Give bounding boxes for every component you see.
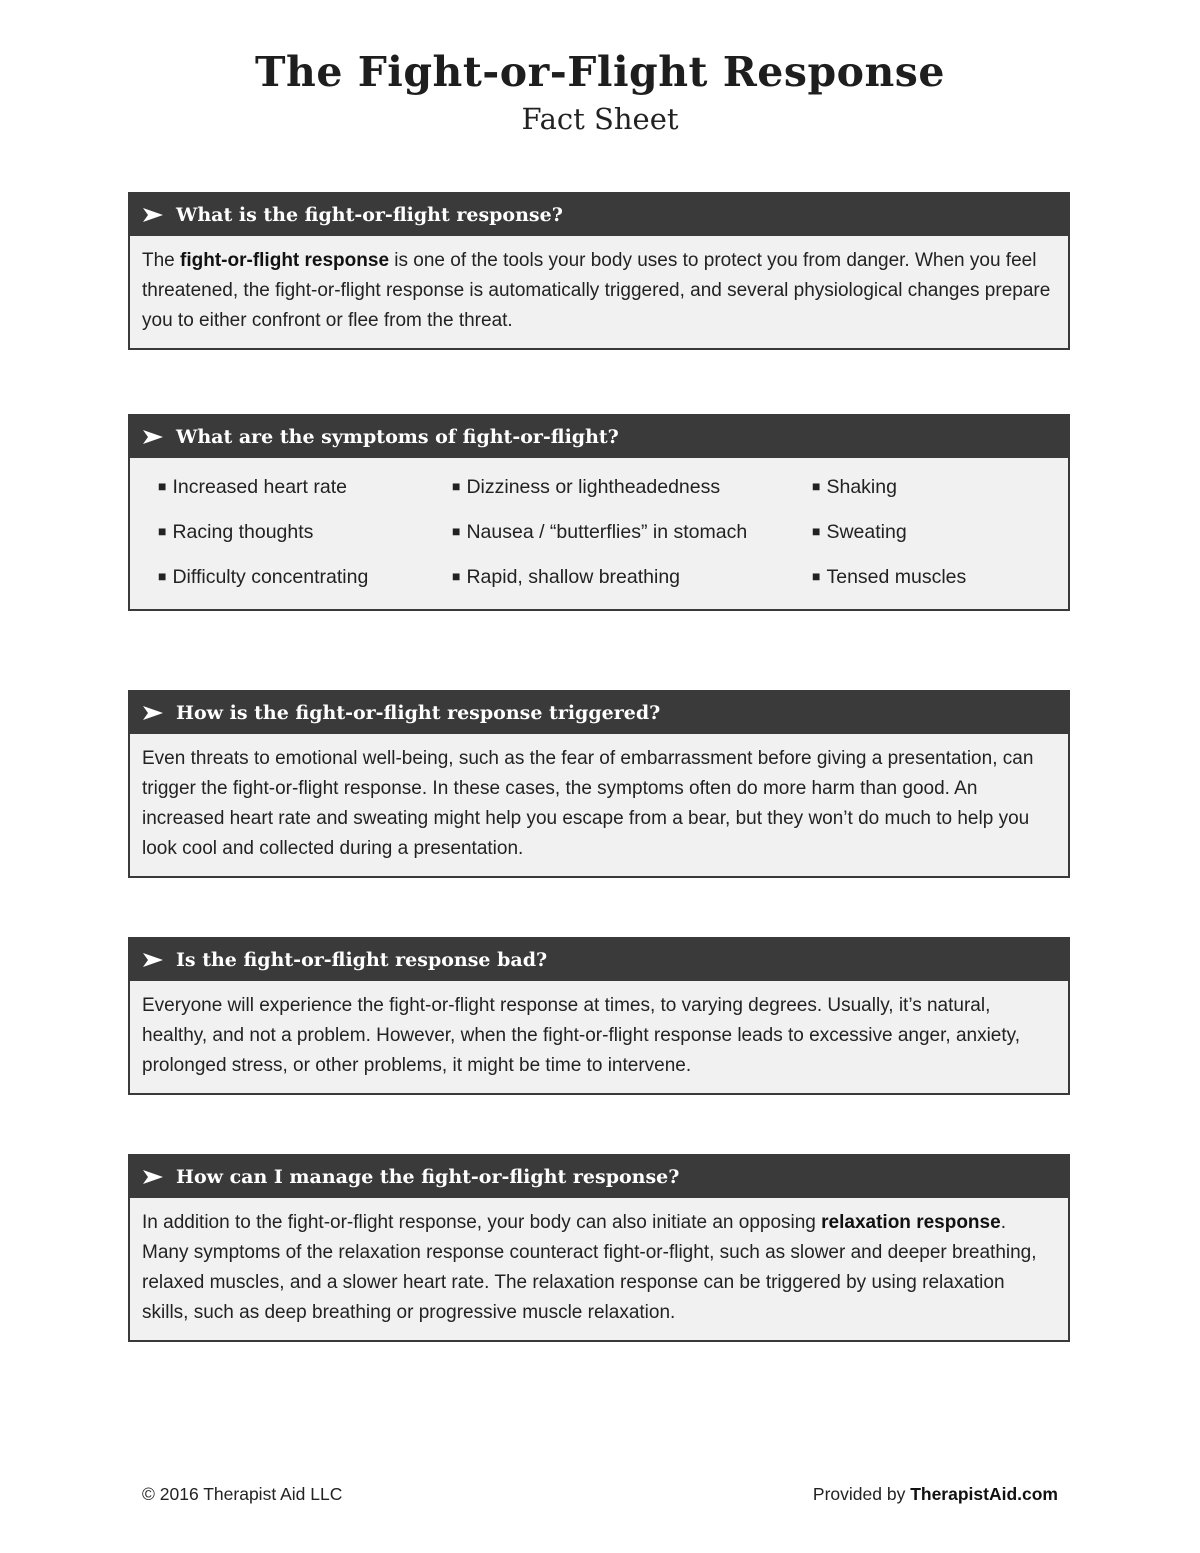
page-subtitle: Fact Sheet <box>521 102 679 136</box>
list-item <box>812 476 1062 499</box>
list-item <box>452 521 812 544</box>
section-what-is <box>128 192 1070 350</box>
arrow-right-icon <box>142 952 164 968</box>
list-item <box>452 476 812 499</box>
copyright: © 2016 Therapist Aid LLC <box>142 1484 343 1504</box>
arrow-right-icon <box>142 429 164 445</box>
bullet-icon: ■ <box>452 478 461 494</box>
section-is-bad <box>128 937 1070 1095</box>
symptom-label: Nausea / “butterflies” in stomach <box>466 521 748 543</box>
body-text: The <box>142 250 181 271</box>
section-header <box>130 692 1068 734</box>
section-heading: How can I manage the fight-or-flight response? <box>176 1166 680 1188</box>
bullet-icon: ■ <box>812 478 821 494</box>
section-body <box>130 236 1068 348</box>
arrow-right-icon <box>142 207 164 223</box>
list-item <box>158 521 452 544</box>
bullet-icon: ■ <box>158 478 167 494</box>
list-item <box>158 476 452 499</box>
list-item <box>812 566 1062 589</box>
symptom-list <box>130 458 1068 609</box>
symptom-label: Difficulty concentrating <box>172 566 369 588</box>
list-item <box>812 521 1062 544</box>
section-body <box>130 1198 1068 1340</box>
body-text: . Many symptoms of the relaxation response counteract fight-or-flight, such as slower and deeper breathing, relaxed muscles, and a slower heart rate. The relaxation response can be triggered by using relaxation skills, such as deep breathing or progressive muscle relaxation. <box>142 1212 1037 1323</box>
section-triggered <box>128 690 1070 878</box>
bullet-icon: ■ <box>158 523 167 539</box>
body-text: In addition to the fight-or-flight response, your body can also initiate an opposing <box>142 1212 822 1233</box>
section-heading: What are the symptoms of fight-or-flight? <box>176 426 619 448</box>
symptom-label: Shaking <box>826 476 897 498</box>
section-heading: What is the fight-or-flight response? <box>176 204 563 226</box>
body-text: is one of the tools your body uses to protect you from danger. When you feel threatened, the fight-or-flight response is automatically triggered, and several physiological changes prepare you to either confront or flee from the threat. <box>142 250 1051 331</box>
section-body: Everyone will experience the fight-or-flight response at times, to varying degrees. Usually, it’s natural, healthy, and not a problem. However, when the fight-or-flight response leads to excessive anger, anxiety, prolonged stress, or other problems, it might be time to intervene. <box>142 995 1021 1076</box>
symptom-label: Increased heart rate <box>172 476 347 498</box>
symptom-label: Rapid, shallow breathing <box>466 566 681 588</box>
page-title: The Fight-or-Flight Response <box>255 48 945 96</box>
section-heading: Is the fight-or-flight response bad? <box>176 949 548 971</box>
brand-link[interactable]: TherapistAid.com <box>910 1484 1058 1504</box>
section-header <box>130 1156 1068 1198</box>
symptom-label: Tensed muscles <box>826 566 967 588</box>
section-symptoms <box>128 414 1070 611</box>
bullet-icon: ■ <box>158 568 167 584</box>
bold-term: relaxation response <box>821 1212 1001 1233</box>
symptom-label: Sweating <box>826 521 907 543</box>
bold-term: fight-or-flight response <box>180 250 390 271</box>
arrow-right-icon <box>142 1169 164 1185</box>
section-body: Even threats to emotional well-being, such as the fear of embarrassment before giving a presentation, can trigger the fight-or-flight response. In these cases, the symptoms often do more harm than good. An increased heart rate and sweating might help you escape from a bear, but they won’t do much to help you look cool and collected during a presentation. <box>142 748 1034 859</box>
provided-prefix: Provided by <box>812 1484 911 1504</box>
provided-by <box>813 1484 1058 1505</box>
symptom-label: Racing thoughts <box>172 521 314 543</box>
bullet-icon: ■ <box>812 523 821 539</box>
section-header <box>130 939 1068 981</box>
section-header <box>130 194 1068 236</box>
section-manage <box>128 1154 1070 1342</box>
bullet-icon: ■ <box>452 568 461 584</box>
bullet-icon: ■ <box>452 523 461 539</box>
symptom-label: Dizziness or lightheadedness <box>466 476 721 498</box>
list-item <box>452 566 812 589</box>
bullet-icon: ■ <box>812 568 821 584</box>
section-header <box>130 416 1068 458</box>
arrow-right-icon <box>142 705 164 721</box>
section-heading: How is the fight-or-flight response triggered? <box>176 702 661 724</box>
list-item <box>158 566 452 589</box>
